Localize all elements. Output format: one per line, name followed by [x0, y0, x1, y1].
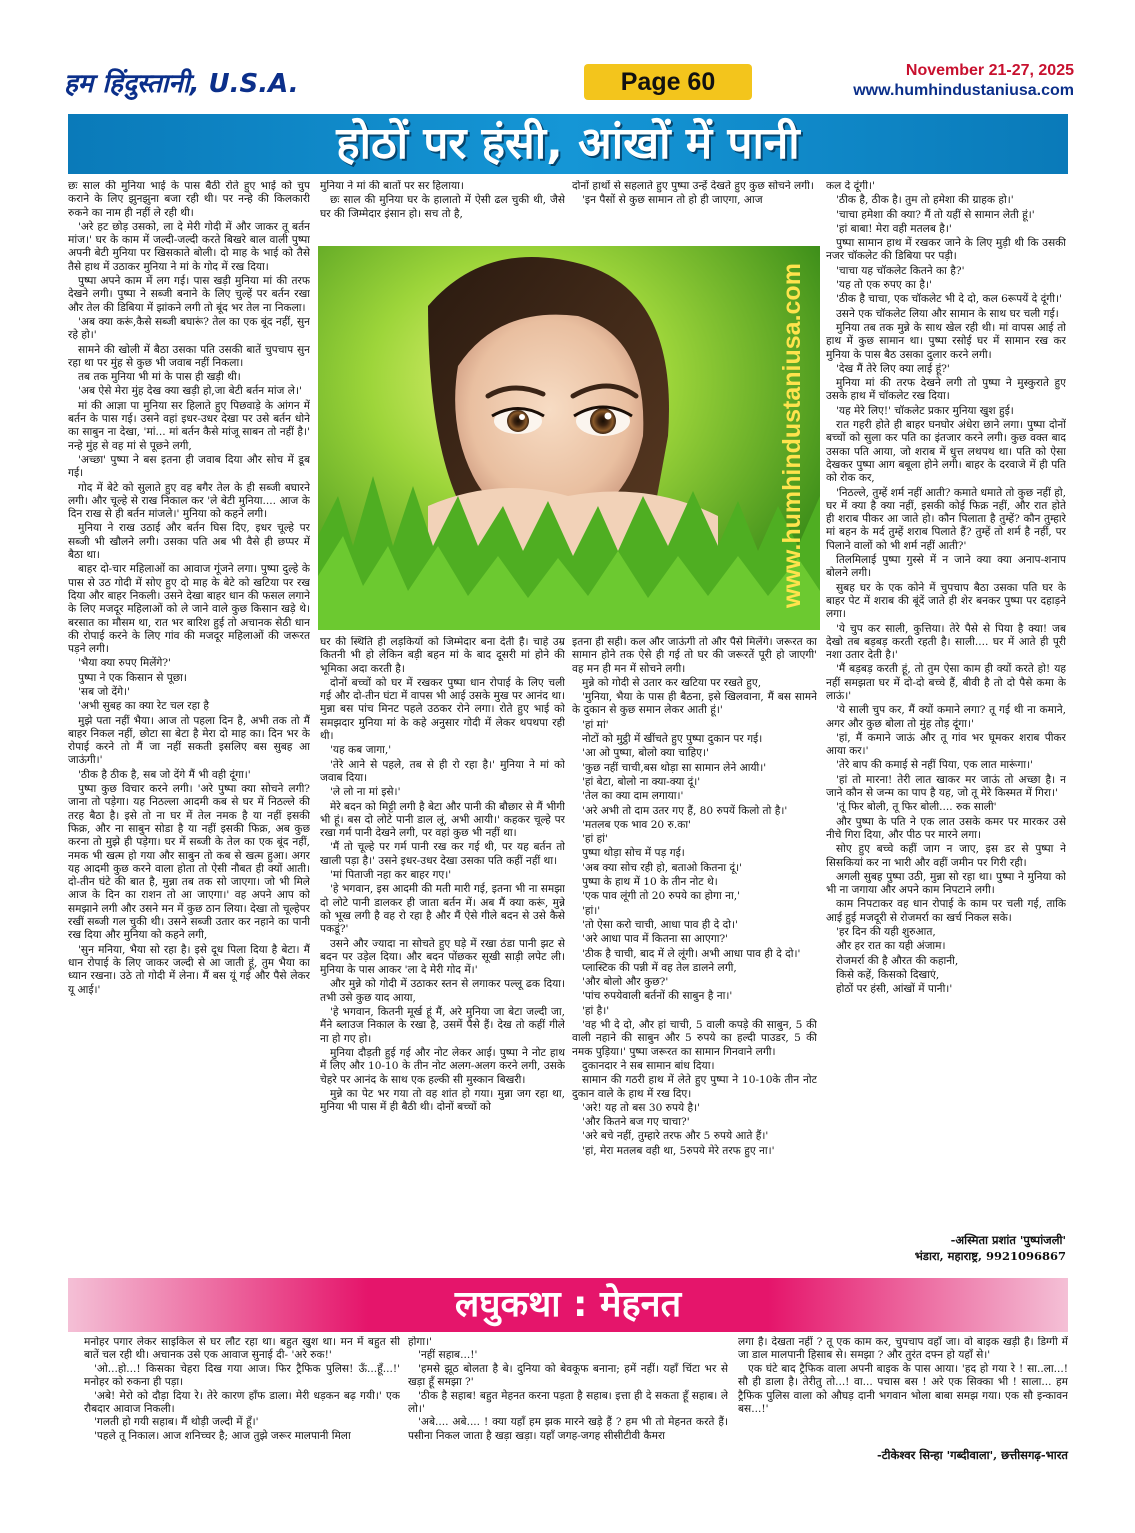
paragraph: 'हमसे झूठ बोलता है बे। दुनिया को बेवकूफ बनाना; हमें नहीं। यहाँ चिंटा भर से खड़ा हूँ समझा ?' [408, 1362, 728, 1389]
paragraph: 'कुछ नहीं चाची,बस थोड़ा सा सामान लेने आयी।' [582, 761, 767, 774]
page-number: Page 60 [584, 64, 752, 100]
paragraph: मेरे बदन को मिट्टी लगी है बेटा और पानी की बौछार से मैं भीगी भी हूं। बस दो लोटे पानी डाल लूं, अभी आयी।' कहकर चूल्हे पर रखा गर्म पानी देखने लगी, पर वहां कुछ भी नहीं था। [320, 800, 565, 840]
website-link[interactable]: www.humhindustaniusa.com [853, 82, 1074, 99]
paragraph: 'इन पैसों से कुछ सामान तो हो ही जाएगा, आज [582, 194, 763, 207]
story-title: होठों पर हंसी, आंखों में पानी [68, 114, 1068, 174]
paragraph: 'देख मैं तेरे लिए क्या लाई हूं?' [836, 362, 950, 375]
paragraph: और हर रात का यही अंजाम। [836, 940, 946, 953]
paragraph: और पुष्पा के पति ने एक लात उसके कमर पर मारकर उसे नीचे गिरा दिया, और पीठ पर मारने लगा। [826, 815, 1066, 841]
paragraph: 'अभी सुबह का क्या रेट चल रहा है [78, 700, 209, 713]
paragraph: गोद में बेटे को सुलाते हुए वह बगैर तेल के ही सब्जी बघारने लगी। और चूल्हे से राख निकाल कर 'ले बेटी मुनिया.... आज के दिन राख से ही बर्तन मांजले।' मुनिया को कहने लगी। [68, 481, 310, 521]
paragraph: दुकानदार ने सब सामान बांध दिया। [582, 1059, 715, 1072]
paragraph: मुझे पता नहीं भैया। आज तो पहला दिन है, अभी तक तो मैं बाहर निकल नहीं, छोटा सा बेटा है मेरा दो माह का। दिन भर के रोपाई करने तो मैं जा नहीं सकती इसलिए बस सुबह आ जाऊंगी।' [68, 714, 310, 767]
paragraph: 'सब जो देंगे।' [78, 685, 130, 698]
paragraph: 'एक पाव लूंगी तो 20 रुपये का होगा ना,' [582, 890, 741, 903]
paragraph: और मुन्ने को गोदी में उठाकर स्तन से लगाकर पल्लू ढक दिया। तभी उसे कुछ याद आया, [320, 978, 565, 1004]
paragraph: 'निठल्ले, तुम्हें शर्म नहीं आती? कमाते धमाते तो कुछ नहीं हो, घर में क्या है क्या नहीं, इसकी कोई फिक्र नहीं, और रात होते ही शराब पीकर आ जाते हो। कौन पिलाता है तुम्हें? कौन तुम्हारे मां बहन के मर्द तुम्हें शराब पिलाते हैं? तुम्हें तो शर्म है नहीं, पर पिलाने वालों को भी शर्म नहीं आती?' [826, 486, 1066, 552]
paragraph: मुनिया ने मां की बातों पर सर हिलाया। [320, 180, 464, 192]
paragraph: 'मैं तो चूल्हे पर गर्म पानी रख कर गई थी, पर यह बर्तन तो खाली पड़ा है।' उसने इधर-उधर देखा उसका पति कहीं नहीं था। [320, 841, 565, 867]
paragraph: रोजमर्रा की है औरत की कहानी, [836, 954, 959, 967]
author-location: भंडारा, महाराष्ट्र, 9921096867 [914, 1249, 1066, 1263]
short-story-column-3 [738, 1336, 1068, 1436]
paragraph: 'हां, मेरा मतलब वही था, 5रुपये मेरे तरफ हुए ना।' [582, 1144, 775, 1157]
paragraph: 'पहले तू निकाल। आज शनिच्चर है; आज तुझे जरूर मालपानी मिला [94, 1429, 351, 1442]
paragraph: अगली सुबह पुष्पा उठी, मुन्ना सो रहा था। पुष्पा ने मुनिया को भी ना जगाया और अपने काम निपटाने लगी। [826, 870, 1066, 897]
paragraph: 'और बोलो और कुछ?' [582, 976, 669, 989]
paragraph: मां की आज्ञा पा मुनिया सर हिलाते हुए पिछवाड़े के आंगन में बर्तन के पास गई। उसने वहां इधर-उधर देखा पर उसे बर्तन धोने का साबुन ना देखा, 'मां... मां बर्तन कैसे मांजू साबन तो नहीं है।' नन्हे मुंह से वह मां से पूछने लगी, [68, 399, 310, 452]
paragraph: 'अरे अभी तो दाम उतर गए हैं, 80 रुपयें किलो तो है।' [582, 804, 788, 817]
story-photo [318, 246, 820, 630]
paragraph: मनोहर पगार लेकर साइकिल से घर लौट रहा था। बहुत खुश था। मन में बहुत सी बातें चल रही थी। अचानक उसे एक आवाज सुनाई दी- 'अरे रुक!' [84, 1336, 400, 1362]
paragraph: लगा है। देखता नहीं ? तू एक काम कर, चुपचाप वहाँ जा। वो बाइक खड़ी है। डिग्गी में जा डाल मालपानी हिसाब से। समझा ? और तुरंत दफ्न हो यहाँ से।' [738, 1336, 1068, 1362]
paragraph: 'ठीक है चाचा, एक चॉकलेट भी दे दो, कल 6रूपयें दे दूंगी।' [836, 293, 1062, 306]
paragraph: दोनों हाथों से सहलाते हुए पुष्पा उन्हें देखते हुए कुछ सोचने लगी। [572, 180, 814, 192]
paragraph: छः साल की मुनिया भाई के पास बैठी रोते हुए भाई को चुप कराने के लिए झुनझुना बजा रही थी। पर नन्हे की किलकारी रुकने का नाम ही नहीं ले रही थी। [68, 180, 310, 219]
woman-eyes-illustration [318, 246, 820, 630]
newspaper-name: हम हिंदुस्तानी, U.S.A. [64, 69, 299, 99]
paragraph: मुनिया दौड़ती हुई गई और नोट लेकर आई। पुष्पा ने नोट हाथ में लिए और 10-10 के तीन नोट अलग-अलग करने लगी, उसके चेहरे पर आनंद के साथ एक हल्की सी मुस्कान बिखरी। [320, 1046, 565, 1086]
paragraph: तब तक मुनिया भी मां के पास ही खड़ी थी। [78, 371, 241, 384]
paragraph: 'गलती हो गयी सहाब। मैं थोड़ी जल्दी में हूँ।' [94, 1416, 259, 1429]
paragraph: 'नहीं सहाब...!' [418, 1349, 478, 1362]
paragraph: 'अरे! यह तो बस 30 रुपये है।' [582, 1101, 701, 1114]
paragraph: 'अरे आधा पाव में कितना सा आएगा?' [582, 933, 729, 946]
paragraph: 'मां पिताजी नहा कर बाहर गए।' [330, 869, 452, 882]
paragraph: 'अब ऐसे मेरा मुंह देख क्या खड़ी हो,जा बेटी बर्तन मांज ले।' [78, 385, 302, 398]
paragraph: रात गहरी होते ही बाहर घनघोर अंधेरा छाने लगा। पुष्पा दोनों बच्चों को सुला कर पति का इंतजार करने लगी। कुछ वक्त बाद उसका पति आया, जो शराब में धुत्त लथपथ था। पति को ऐसा देखकर पुष्पा आग बबूला होने लगी। बाहर के दरवाजे में ही पति को रोक कर, [826, 419, 1066, 485]
paragraph: पुष्पा कुछ विचार करने लगी। 'अरे पुष्पा क्या सोचने लगी? जाना तो पड़ेगा। यह निठल्ला आदमी कब से घर में निठल्ले की तरह बैठा है। इसे तो ना घर में तेल नमक है या नहीं इसकी फिक्र, और ना साबुन सोडा है या नहीं इसकी फिक्र, अब कुछ करना तो मुझे ही पड़ेगा। घर में सब्जी के तेल का एक बूंद नहीं, नमक भी खत्म हो गया और साबुन तो कब से खत्म हुआ। अगर यह आदमी कुछ करने वाला होता तो ऐसी नौबत ही क्यों आती। दो-तीन घंटे की बात है, मुन्ना तब तक सो जाएगा। जो भी मिले आज के दिन का राशन तो आ जाएगा।' वह अपने आप को समझाने लगी और उसने मन में कुछ ठान लिया। देखा तो चूल्हेपर रखीं सब्जी गल चुकी थी। उसने सब्जी उतार कर नहाने का पानी रख दिया और मुनिया को कहने लगी, [68, 783, 310, 942]
paragraph: छः साल की मुनिया घर के हालातो में ऐसी ढल चुकी थी, जैसे घर की जिम्मेदार इंसान हो। सच तो है, [320, 194, 565, 220]
paragraph: सामने की खोली में बैठा उसका पति उसकी बातें चुपचाप सुन रहा था पर मुंह से कुछ भी जवाब नहीं निकला। [68, 343, 310, 369]
paragraph: 'तो ऐसा करो चाची, आधा पाव ही दे दो।' [582, 918, 738, 931]
short-story-author: -टीकेश्वर सिन्हा 'गब्दीवाला', छत्तीसगढ़-भारत [876, 1448, 1068, 1462]
paragraph: तिलमिलाई पुष्पा गुस्से में न जाने क्या क्या अनाप-शनाप बोलने लगी। [826, 554, 1066, 580]
paragraph: 'ले लो ना मां इसे।' [330, 786, 401, 799]
paragraph: 'मतलब एक भाव 20 रु.का' [582, 818, 692, 831]
paragraph: इतना ही सही। कल और जाऊंगी तो और पैसे मिलेंगे। जरूरत का सामान होने तक ऐसे ही गई तो घर की जरूरतें पूरी हो जाएगी' वह मन ही मन में सोचने लगी। [572, 636, 817, 675]
paragraph: सुबह घर के एक कोने में चुपचाप बैठा उसका पति घर के बाहर पेट में शराब की बूंदें जाते ही शेर बनकर पुष्पा पर दहाड़ने लगा। [826, 581, 1066, 621]
short-story-column-1 [84, 1336, 400, 1464]
paragraph: 'हां है।' [582, 1004, 610, 1017]
story-column-3-bottom [572, 636, 817, 1276]
paragraph: 'ये साली चुप कर, मैं क्यों कमाने लगा? तू गई थी ना कमाने, अगर और कुछ बोला तो मुंह तोड़ दूंगा।' [826, 704, 1066, 730]
paragraph: मुन्ने का पेट भर गया तो वह शांत हो गया। मुन्ना जग रहा था, मुनिया भी पास में ही बैठी थी। दोनों बच्चों को [320, 1087, 565, 1114]
paragraph: पुष्पा सामान हाथ में रखकर जाने के लिए मुड़ी थी कि उसकी नजर चॉकलेट की डिबिया पर पड़ी। [826, 237, 1066, 263]
story-column-1 [68, 180, 310, 1260]
paragraph: 'हां।' [582, 904, 601, 917]
paragraph: दोनों बच्चों को घर में रखकर पुष्पा धान रोपाई के लिए चली गई और दो-तीन घंटा में वापस भी आई उसके मुख पर आनंद था। मुन्ना बस पांच मिनट पहले उठकर रोने लगा। रोते हुए भाई को समझदार मुनिया मां के कहे अनुसार गोदी में लेकर थपथपा रही थी। [320, 676, 565, 743]
paragraph: होगा।' [408, 1336, 433, 1348]
paragraph: काम निपटाकर वह धान रोपाई के काम पर चली गई, ताकि आई हुई मजदूरी से रोजमर्रा का खर्च निकल सके। [826, 898, 1066, 924]
paragraph: 'हां बेटा, बोलो ना क्या-क्या दूं।' [582, 775, 701, 788]
issue-date: November 21-27, 2025 [905, 62, 1074, 79]
paragraph: मुन्ने को गोदी से उतार कर खटिया पर रखते हुए, [582, 676, 762, 689]
paragraph: पुष्पा ने एक किसान से पूछा। [78, 671, 187, 684]
paragraph: 'यह तो एक रुपए का है।' [836, 279, 932, 292]
paragraph: 'चाचा हमेशा की क्या? मैं तो यहीं से सामान लेती हूं।' [836, 208, 1035, 221]
paragraph: उसने और ज्यादा ना सोचते हुए घड़े में रखा ठंडा पानी झट से बदन पर उड़ेल दिया। और बदन पोंछकर सूखी साड़ी लपेट ली। मुनिया के पास आकर 'ला दे मेरी गोद में।' [320, 937, 565, 977]
paragraph: 'ये चुप कर साली, कुत्तिया। तेरे पैसे से पिया है क्या! जब देखो तब बड़बड़ करती रहती है। साली.... घर में आते ही पूरी नशा उतार देती है।' [826, 622, 1066, 662]
paragraph: सामान की गठरी हाथ में लेते हुए पुष्पा ने 10-10के तीन नोट दुकान वाले के हाथ में रख दिए। [572, 1074, 817, 1100]
paragraph: 'मुनिया, भैया के पास ही बैठना, इसे खिलवाना, मैं बस सामने के दुकान से कुछ समान लेकर आती हूं।' [572, 691, 817, 717]
paragraph: 'हां, मैं कमाने जाऊं और तू गांव भर घूमकर शराब पीकर आया कर।' [826, 731, 1066, 758]
paragraph: 'ओ...हो...! किसका चेहरा दिख गया आज। फिर ट्रैफिक पुलिस! ऊँ...हूँ...!' मनोहर को रुकना ही पड़ा। [84, 1362, 400, 1389]
paragraph: 'हां तो मारना! तेरी लात खाकर मर जाऊं तो अच्छा है। न जाने कौन से जन्म का पाप है यह, जो तू मेरे किस्मत में गिरा।' [826, 773, 1066, 800]
paragraph: 'तेल का क्या दाम लगाया।' [582, 790, 684, 803]
story-byline [826, 1232, 1066, 1264]
paragraph: 'चाचा यह चॉकलेट कितने का है?' [836, 264, 965, 277]
paragraph: 'अबे.... अबे.... ! क्या यहाँ हम झक मारने खड़े हैं ? हम भी तो मेहनत करते हैं। पसीना निकल जाता है खड़ा खड़ा। यहाँ जगह-जगह सीसीटीवी कैमरा [408, 1416, 728, 1442]
paragraph: 'पांच रुपयेवाली बर्तनों की साबुन है ना।' [582, 990, 733, 1003]
paragraph: 'वह भी दे दो, और हां चाची, 5 वाली कपड़े की साबुन, 5 की वाली नहाने की साबुन और 5 रुपये का हल्दी पाउडर, 5 की नमक पुड़िया।' पुष्पा जरूरत का सामान गिनवाने लगी। [572, 1019, 817, 1058]
paragraph: पुष्पा के हाथ में 10 के तीन नोट थे। [582, 876, 718, 889]
paragraph: बाहर दो-चार महिलाओं का आवाज गूंजने लगा। पुष्पा दुल्हे के पास से उठ गोदी में सोए हुए दो माह के बेटे को खटिया पर रख दिया और बाहर निकली। उसने देखा बाहर धान की फसल लगाने के लिए मजदूर महिलाओं को ले जाने वाले कुछ किसान खड़े थे। बरसात का मौसम था, रात भर बारिश हुई तो अचानक सेठी धान की रोपाई करने के लिए गांव की मजदूर महिलाओं की जरूरत पड़ने लगी। [68, 563, 310, 656]
story-column-2-bottom [320, 636, 565, 1276]
paragraph: मुनिया ने राख उठाई और बर्तन घिस दिए, इधर चूल्हे पर सब्जी भी खौलने लगी। उसका पति अब भी वैसे ही छप्पर में बैठा था। [68, 522, 310, 562]
paragraph: सोए हुए बच्चे कहीं जाग न जाए, इस डर से पुष्पा ने सिसकियां कर ना भारी और वहीं जमीन पर गिरी रही। [826, 843, 1066, 869]
paragraph: होठों पर हंसी, आंखों में पानी।' [836, 983, 953, 996]
photo-watermark: www.humhindustaniusa.com [778, 263, 806, 609]
paragraph: 'हां मां' [582, 718, 609, 731]
paragraph: 'तूं फिर बोली, तू फिर बोली.... रुक साली' [836, 801, 997, 814]
paragraph: 'मैं बड़बड़ करती हूं, तो तुम ऐसा काम ही क्यों करते हो! यह नहीं समझता घर में दो-दो बच्चे हैं, बीवी है तो दो पैसे कमा के लाऊं।' [826, 663, 1066, 702]
story-column-3-top [572, 180, 817, 246]
paragraph: 'और कितने बज गए चाचा?' [582, 1116, 690, 1129]
paragraph: एक घंटे बाद ट्रैफिक वाला अपनी बाइक के पास आया। 'हद हो गया रे ! सा..ला...! सौ ही डाला है। तेरीतु तो...! वा... पचास बस ! अरे एक सिक्का भी ! साला... हम ट्रैफिक पुलिस वाला को औघड़ दानी भगवान भोला बाबा समझ गया। एक सौ इन्कावन बस...!' [738, 1362, 1068, 1416]
paragraph: प्लास्टिक की पन्नी में वह तेल डालने लगी, [582, 961, 737, 974]
paragraph: 'भैया क्या रुपए मिलेंगे?' [78, 657, 171, 670]
paragraph: नोटों को मुट्ठी में खींचते हुए पुष्पा दुकान पर गई। [582, 733, 763, 746]
paragraph: 'अरे बचे नहीं, तुम्हारे तरफ और 5 रुपये आते हैं।' [582, 1130, 769, 1143]
paragraph: 'हां हां' [582, 833, 608, 846]
paragraph: किसे कहें, किसको दिखाएं, [836, 968, 940, 981]
paragraph: 'ठीक है चाची, बाद में ले लूंगी। अभी आधा पाव ही दे दो।' [582, 947, 801, 960]
author-name: -अस्मिता प्रशांत 'पुष्पांजली' [950, 1233, 1066, 1247]
paragraph: 'अब क्या सोच रही हो, बताओ कितना दूं।' [582, 861, 743, 874]
paragraph: कल दे दूंगी।' [826, 180, 875, 192]
paragraph: 'अच्छा' पुष्पा ने बस इतना ही जवाब दिया और सोच में डूब गई। [68, 453, 310, 480]
paragraph: 'यह मेरे लिए!' चॉकलेट प्रकार मुनिया खुश हुई। [836, 404, 1014, 417]
paragraph: मुनिया तब तक मुन्ने के साथ खेल रही थी। मां वापस आई तो हाथ में कुछ सामान था। पुष्पा रसोई घर में सामान रख कर मुनिया के पास बैठ उसका दुलार करने लगी। [826, 321, 1066, 361]
page-header [64, 58, 1074, 110]
paragraph: 'आ ओ पुष्पा, बोलो क्या चाहिए।' [582, 747, 709, 760]
story-column-4 [826, 180, 1066, 1230]
paragraph: 'सुन मनिया, भैया सो रहा है। इसे दूध पिला दिया है बेटा। मैं धान रोपाई के लिए जाकर जल्दी से आ जाती हूं, तुम भैया का ध्यान रखना। उठे तो गोदी में लेना। मैं बस यूं गई और पैसे लेकर यू आई।' [68, 943, 310, 996]
paragraph: 'हे भगवान, कितनी मूर्ख हूं मैं, अरे मुनिया जा बेटा जल्दी जा, मैंने ब्लाउज निकाल के रखा है, उसमें पैसे हैं। देख तो कहीं गीले ना हो गए हो। [320, 1006, 565, 1045]
paragraph: 'अब क्या करूं,कैसे सब्जी बघारूं? तेल का एक बूंद नहीं, सुन रहे हो।' [68, 315, 310, 342]
paragraph: 'ठीक है ठीक है, सब जो देंगे मैं भी वही दूंगा।' [78, 768, 251, 781]
story-column-2-top [320, 180, 565, 246]
paragraph: 'हे भगवान, इस आदमी की मती मारी गई, इतना भी ना समझा दो लोटे पानी डालकर ही जाता बर्तन में। अब मैं क्या करूं, मुन्ने को भूख लगी है वह रो रहा है और मैं ऐसे गीले बदन से उसे कैसे पकडूं?' [320, 883, 565, 936]
paragraph: घर की स्थिति ही लड़कियों को जिम्मेदार बना देती है। चाहे उम्र कितनी भी हो लेकिन बड़ी बहन मां के बाद दूसरी मां होने की भूमिका अदा करती है। [320, 636, 565, 675]
paragraph: 'तेरे बाप की कमाई से नहीं पिया, एक लात मारूंगा।' [836, 759, 1034, 772]
paragraph: 'ठीक है सहाब! बहुत मेहनत करना पड़ता है सहाब। इत्ता ही दे सकता हूँ सहाब। ले लो।' [408, 1389, 728, 1416]
paragraph: 'ठीक है, ठीक है। तुम तो हमेशा की ग्राहक हो।' [836, 194, 1014, 207]
paragraph: पुष्पा थोड़ा सोच में पड़ गई। [582, 847, 685, 860]
paragraph: 'तेरे आने से पहले, तब से ही रो रहा है।' मुनिया ने मां को जवाब दिया। [320, 758, 565, 784]
paragraph: 'हर दिन की यही शुरुआत, [836, 926, 936, 939]
paragraph: 'अबे! मेरो को दौड़ा दिया रे। तेरे कारण हाँफ डाला। मेरी धड़कन बढ़ गयी।' एक रौबदार आवाज निकली। [84, 1389, 400, 1416]
paragraph: 'अरे हट छोड़ उसको, ला दे मेरी गोदी में और जाकर तू बर्तन मांज।' घर के काम में जल्दी-जल्दी करते बिखरे बाल वाली पुष्पा अपनी बेटी मुनिया पर खिसकाते बोली। दो माह के भाई को तैसे तैसे हाथ में उठाकर मुनिया ने मां के गोद में रख दिया। [68, 220, 310, 273]
short-story-title: लघुकथा : मेहनत [68, 1278, 1068, 1332]
paragraph: उसने एक चॉकलेट लिया और सामान के साथ घर चली गई। [836, 307, 1059, 320]
paragraph: 'हां बाबा! मेरा वही मतलब है।' [836, 222, 952, 235]
paragraph: 'यह कब जागा,' [330, 744, 392, 757]
paragraph: मुनिया मां की तरफ देखने लगी तो पुष्पा ने मुस्कुराते हुए उसके हाथ में चॉकलेट रख दिया। [826, 377, 1066, 403]
short-story-column-2 [408, 1336, 728, 1464]
paragraph: पुष्पा अपने काम में लग गई। पास खड़ी मुनिया मां की तरफ देखने लगी। पुष्पा ने सब्जी बनाने के लिए चुल्हें पर बर्तन रखा और तेल की डिबिया में झांकने लगी तो बूंद भर तेल ना निकला। [68, 275, 310, 314]
